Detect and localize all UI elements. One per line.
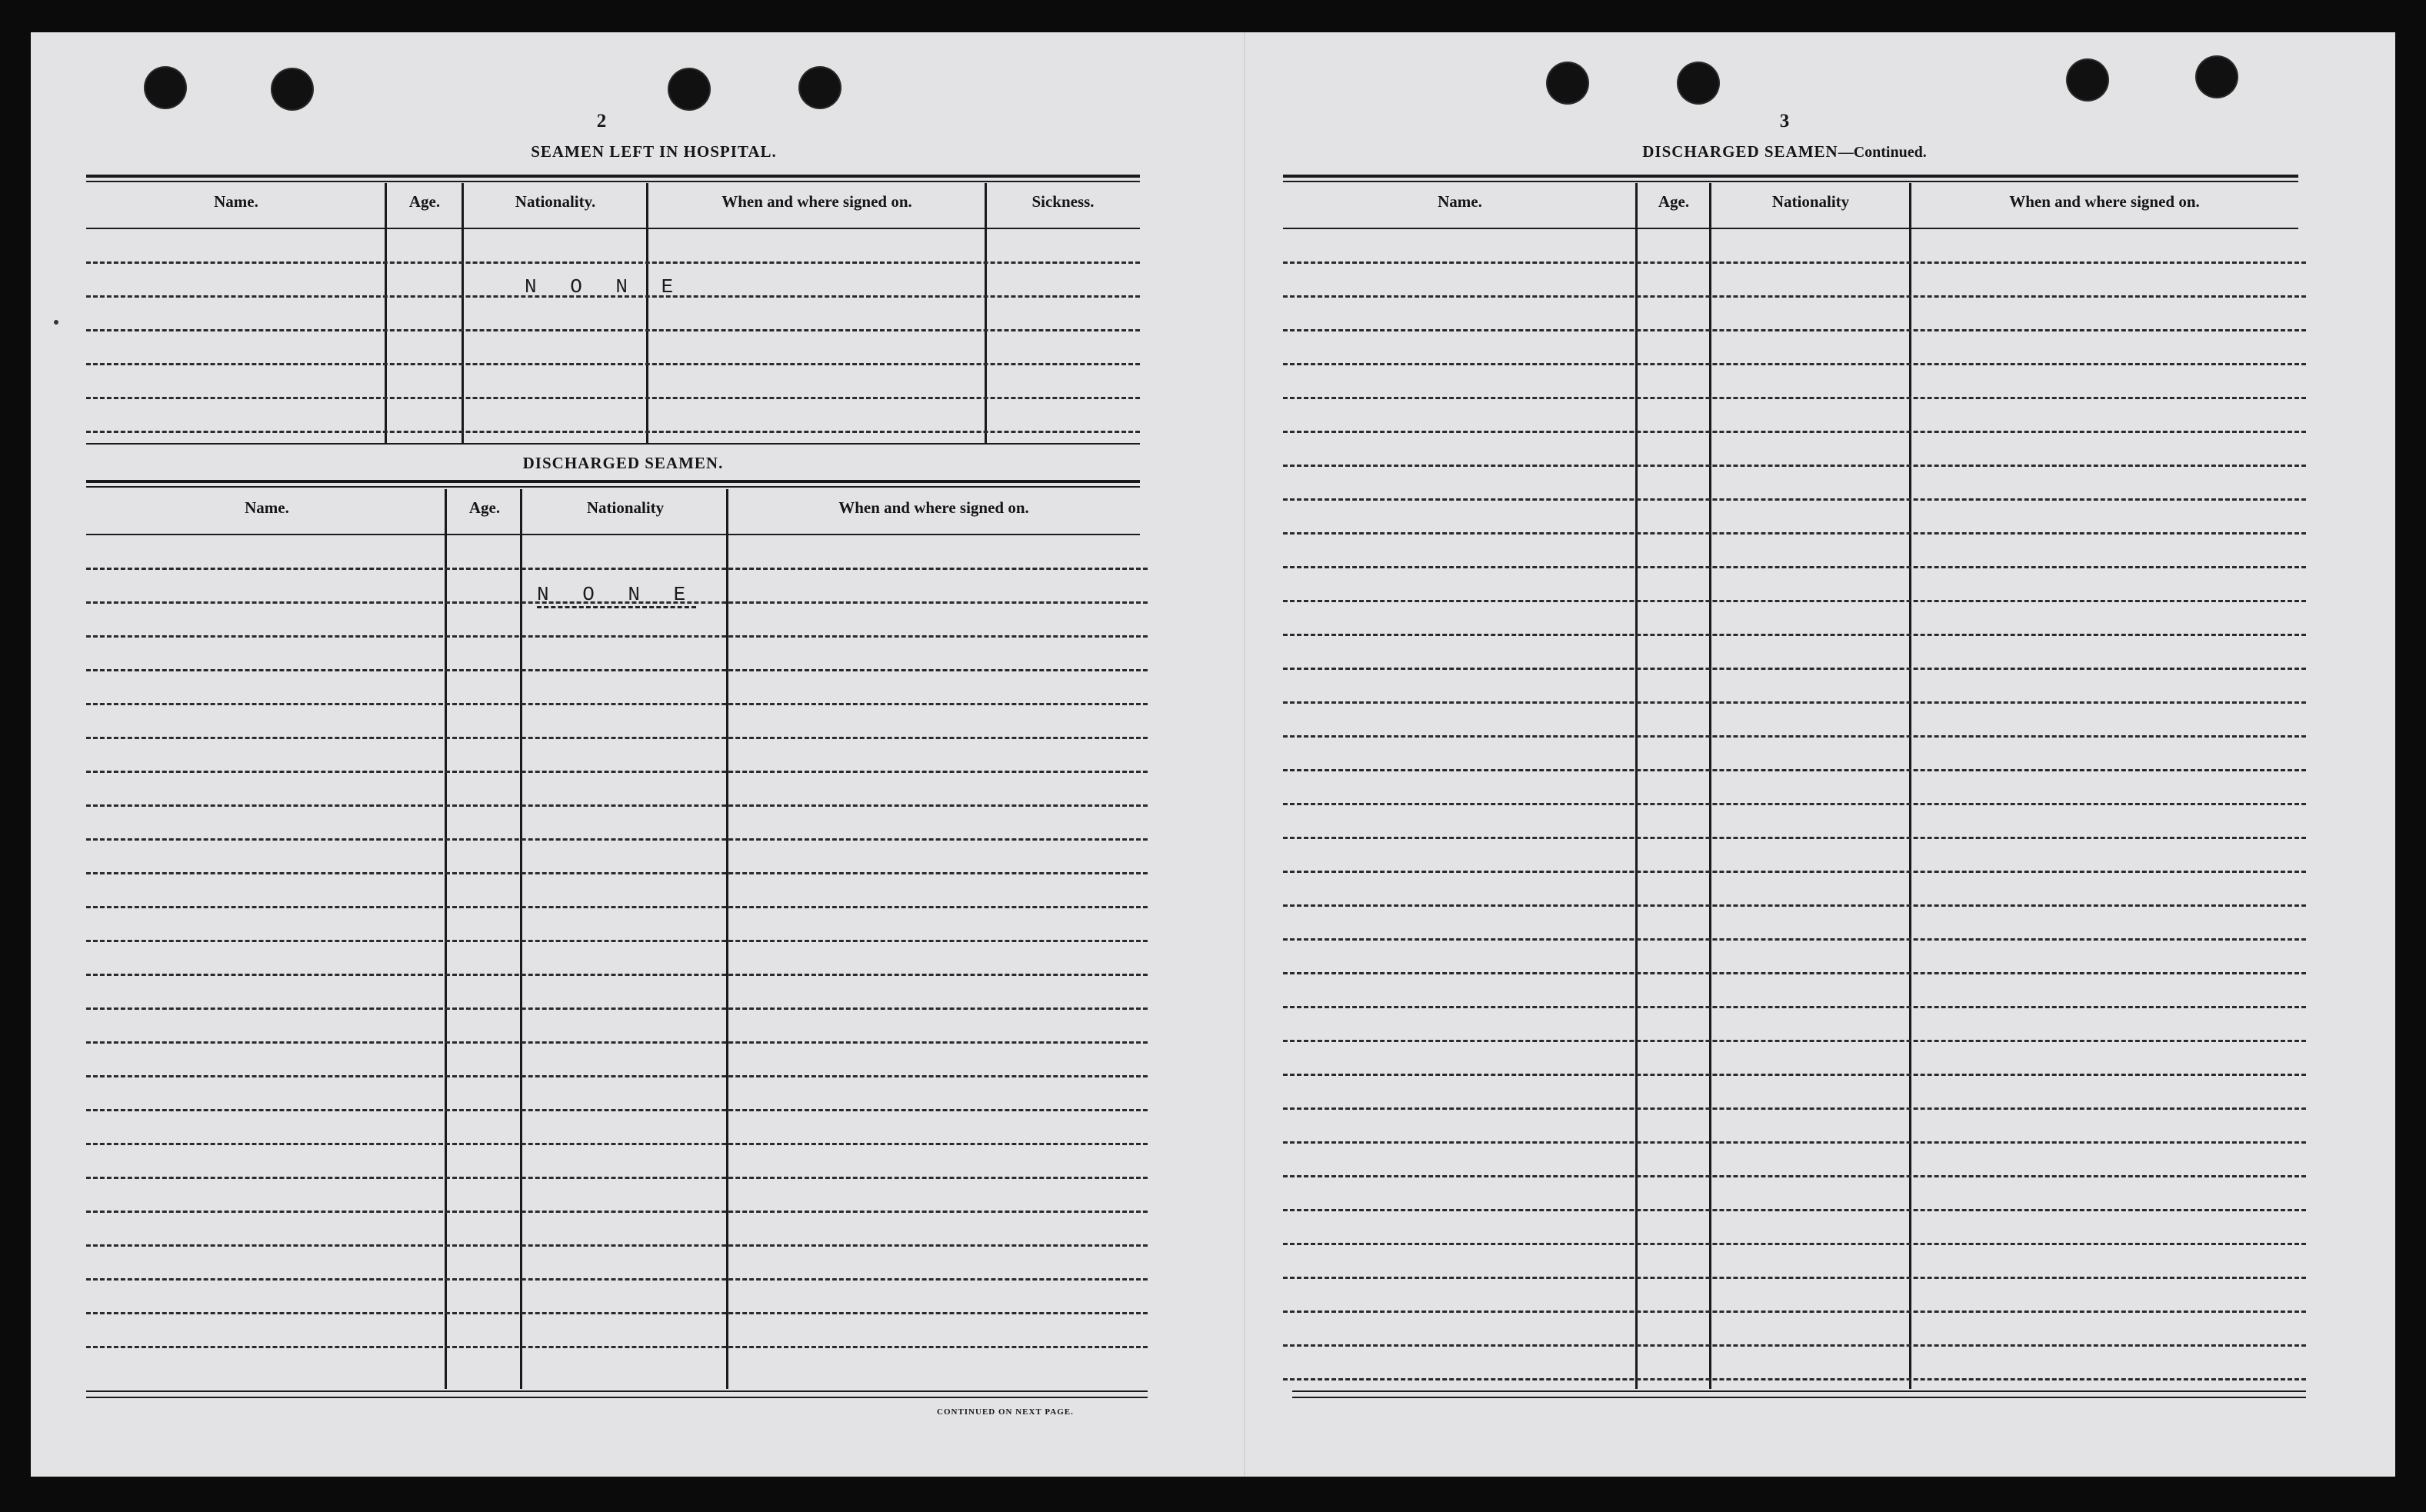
column-divider	[385, 183, 387, 443]
entry-line	[86, 568, 1148, 570]
header-underline	[86, 228, 1140, 229]
discharged-continued-title-suffix: —Continued.	[1838, 144, 1927, 161]
entry-line	[86, 1109, 1148, 1111]
entry-line	[1283, 1040, 2306, 1042]
rule	[1292, 1397, 2306, 1398]
entry-line	[86, 397, 1140, 399]
entry-line	[1283, 1311, 2306, 1313]
hospital-header-sickness: Sickness.	[1031, 192, 1095, 211]
column-divider	[985, 183, 987, 443]
rule	[86, 1390, 1148, 1392]
entry-line	[1283, 1074, 2306, 1076]
entry-line	[1283, 1243, 2306, 1245]
hospital-header-age: Age.	[408, 192, 441, 211]
entry-line	[1283, 871, 2306, 873]
continued-note: CONTINUED ON NEXT PAGE.	[937, 1407, 1074, 1417]
entry-line	[86, 261, 1140, 264]
column-divider	[462, 183, 464, 443]
entry-line	[1283, 566, 2306, 568]
entry-line	[1283, 1107, 2306, 1110]
discharged-header-name: Name.	[245, 498, 289, 517]
entry-line	[86, 363, 1140, 365]
column-divider	[646, 183, 648, 443]
page-number-right: 3	[1779, 111, 1790, 132]
rule	[1283, 175, 2298, 178]
discharged-header-age: Age.	[468, 498, 501, 517]
rule	[86, 181, 1140, 182]
discharged-continued-title	[1608, 142, 1961, 162]
discharged-section-title: DISCHARGED SEAMEN.	[522, 454, 724, 472]
continued-header-age: Age.	[1658, 192, 1690, 211]
entry-line	[86, 872, 1148, 874]
punch-hole	[800, 68, 840, 108]
continued-header-nationality: Nationality	[1771, 192, 1850, 211]
column-divider	[726, 489, 728, 1389]
column-divider	[445, 489, 447, 1389]
hospital-header-name: Name.	[214, 192, 258, 211]
entry-line	[86, 669, 1148, 671]
hospital-header-signed-on: When and where signed on.	[721, 192, 912, 211]
entry-line	[1283, 261, 2306, 264]
punch-hole	[145, 68, 185, 108]
page-number-left: 2	[596, 111, 607, 132]
entry-line	[1283, 668, 2306, 670]
entry-line	[1283, 904, 2306, 907]
rule	[86, 443, 1140, 445]
rule	[1292, 1390, 2306, 1392]
entry-line	[1283, 1141, 2306, 1144]
entry-line	[1283, 363, 2306, 365]
entry-line	[1283, 1277, 2306, 1279]
entry-line	[1283, 837, 2306, 839]
header-underline	[86, 534, 1140, 535]
rule	[1283, 181, 2298, 182]
entry-line	[1283, 1378, 2306, 1380]
entry-line	[86, 1244, 1148, 1247]
entry-line	[86, 1075, 1148, 1077]
entry-line	[1283, 972, 2306, 974]
entry-line	[86, 974, 1148, 976]
punch-hole	[1678, 63, 1718, 103]
entry-line	[86, 906, 1148, 908]
entry-line	[86, 1143, 1148, 1145]
entry-line	[1283, 295, 2306, 298]
entry-line	[1283, 1344, 2306, 1347]
entry-line	[1283, 532, 2306, 535]
hospital-section-title: SEAMEN LEFT IN HOSPITAL.	[531, 142, 777, 161]
rule	[86, 1397, 1148, 1398]
entry-line	[86, 1312, 1148, 1314]
ink-speck	[54, 320, 58, 325]
continued-header-name: Name.	[1438, 192, 1482, 211]
entry-line	[86, 703, 1148, 705]
entry-line	[86, 771, 1148, 773]
center-fold	[1244, 32, 1245, 1477]
entry-line	[1283, 1209, 2306, 1211]
entry-line	[86, 1007, 1148, 1010]
header-underline	[1283, 228, 2298, 229]
entry-line	[86, 1041, 1148, 1044]
entry-line	[86, 1346, 1148, 1348]
entry-line	[86, 804, 1148, 807]
rule	[86, 480, 1140, 483]
discharged-header-nationality: Nationality	[586, 498, 665, 517]
continued-header-signed-on: When and where signed on.	[2009, 192, 2200, 211]
entry-line	[1283, 465, 2306, 467]
entry-line	[1283, 803, 2306, 805]
entry-line	[1283, 1006, 2306, 1008]
entry-line	[86, 1278, 1148, 1281]
entry-line	[86, 940, 1148, 942]
entry-line	[1283, 397, 2306, 399]
column-divider	[520, 489, 522, 1389]
punch-hole	[2197, 57, 2237, 97]
rule	[86, 486, 1140, 488]
entry-line	[86, 838, 1148, 841]
rule	[86, 175, 1140, 178]
entry-line	[1283, 938, 2306, 941]
entry-line	[1283, 1175, 2306, 1177]
entry-line	[1283, 701, 2306, 704]
entry-line	[1283, 498, 2306, 501]
punch-hole	[2068, 60, 2108, 100]
entry-line	[86, 635, 1148, 638]
discharged-entry-none: N O N E	[537, 583, 696, 608]
entry-line	[1283, 600, 2306, 602]
entry-line	[1283, 431, 2306, 433]
punch-hole	[669, 69, 709, 109]
hospital-header-nationality: Nationality.	[515, 192, 596, 211]
entry-line	[86, 431, 1140, 433]
entry-line	[1283, 329, 2306, 331]
punch-hole	[272, 69, 312, 109]
entry-line	[1283, 735, 2306, 738]
document-sheet	[31, 32, 2395, 1477]
punch-hole	[1548, 63, 1588, 103]
entry-line	[1283, 634, 2306, 636]
discharged-continued-title-main: DISCHARGED SEAMEN	[1642, 142, 1838, 161]
entry-line	[1283, 769, 2306, 771]
hospital-entry-none: N O N E	[525, 275, 685, 298]
entry-line	[86, 1211, 1148, 1213]
entry-line	[86, 1177, 1148, 1179]
entry-line	[86, 737, 1148, 739]
discharged-header-signed-on: When and where signed on.	[838, 498, 1029, 517]
entry-line	[86, 329, 1140, 331]
